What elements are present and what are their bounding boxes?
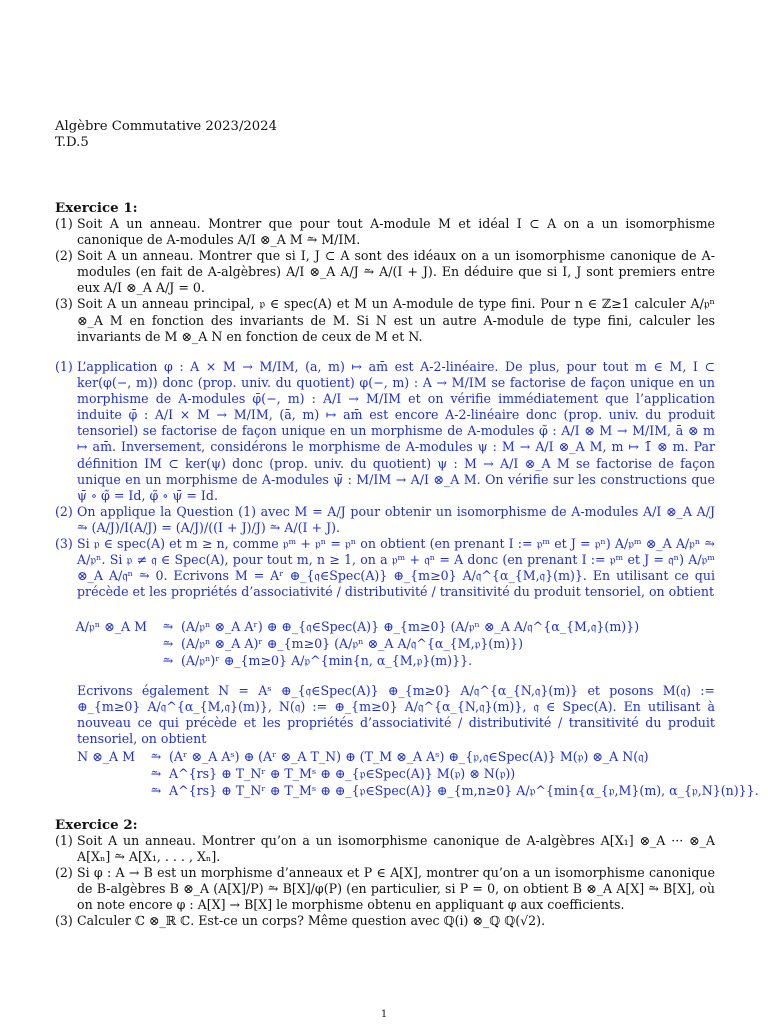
ex1-solution-3 [55, 536, 715, 600]
ex1-solutions [55, 359, 715, 600]
ex2-question-1-text: Soit A un anneau. Montrer qu’on a un isomorphisme canonique de A-algèbres A[X₁] ⊗_A ··· ⊗_A A[Xₙ] ⥲ A[X₁, . . . , Xₙ]. [77, 833, 715, 865]
equation-line-1: (A/𝔭ⁿ ⊗_A Aʳ) ⊕ ⊕_{𝔮∈Spec(A)} ⊕_{m≥0} (A/𝔭ⁿ ⊗_A A/𝔮^{α_{M,𝔮}(m)}) [181, 619, 640, 634]
item-number: (1) [55, 216, 73, 231]
document-page [55, 0, 759, 1024]
equation-line-1: (Aʳ ⊗_A Aˢ) ⊕ (Aʳ ⊗_A T_N) ⊕ (T_M ⊗_A Aˢ) ⊕_{𝔭,𝔮∈Spec(A)} M(𝔭) ⊗_A N(𝔮) [169, 749, 649, 764]
ex1-solution-2 [55, 504, 715, 536]
iso-arrow: ⥲ [150, 783, 162, 798]
item-number: (3) [55, 296, 73, 312]
ex1-solution-3-continued: Ecrivons également N = Aˢ ⊕_{𝔮∈Spec(A)} ⊕_{m≥0} A/𝔮^{α_{N,𝔮}(m)} et posons M(𝔮) := ⊕_{m≥0} A/𝔮^{α_{M,𝔮}(m)}, N(𝔮) := ⊕_{m≥0} A/𝔮^{α_{N,𝔮}(m)}, 𝔮 ∈ Spec(A). En utilisant à nouveau ce qui précède et les propriétés d’associativité / distributivité / transitivité du produit tensoriel, on obtient [77, 683, 715, 747]
equation-line-3: (A/𝔭ⁿ)ʳ ⊕_{m≥0} A/𝔭^{min{n, α_{M,𝔭}(m)}}. [181, 653, 473, 668]
iso-arrow: ⥲ [162, 653, 174, 668]
equation-line-2: (A/𝔭ⁿ ⊗_A A)ʳ ⊕_{m≥0} (A/𝔭ⁿ ⊗_A A/𝔮^{α_{M,𝔭}(m)}) [181, 636, 523, 651]
item-number: (2) [55, 248, 73, 264]
item-number: (1) [55, 359, 73, 374]
equation-lhs: A/𝔭ⁿ ⊗_A M [75, 619, 147, 634]
item-number: (2) [55, 503, 73, 519]
ex2-question-2-text: Si φ : A → B est un morphisme d’anneaux et P ∈ A[X], montrer qu’on a un isomorphisme canonique de B-algèbres B ⊗_A (A[X]/P) ⥲ B[X]/φ(P) (en particulier, si P = 0, on obtient B ⊗_A A[X] ⥲ B[X], où on note encore φ : A[X] → B[X] le morphisme obtenu en appliquant φ aux coefficients. [77, 865, 715, 913]
ex2-question-3 [55, 913, 715, 929]
ex1-solution-1 [55, 359, 715, 504]
equation-lhs: N ⊗_A M [77, 749, 135, 764]
item-number: (2) [55, 865, 73, 881]
ex2-question-2 [55, 865, 715, 913]
ex1-solution-1-text: L’application φ : A × M → M/IM, (a, m) ↦ am̄ est A-2-linéaire. De plus, pour tout m ∈ M, I ⊂ ker(φ(−, m)) donc (prop. univ. du quotient) φ(−, m) : A → M/IM se factorise de façon unique en un morphisme de A-modules φ̄(−, m) : A/I → M/IM et on vérifie immédiatement que l’application induite φ̄ : A/I × M → M/IM, (ā, m) ↦ am̄ est encore A-2-linéaire donc (prop. univ. du produit tensoriel) se factorise de façon unique en un morphisme de A-modules φ̃ : A/I ⊗ M → M/IM, ā ⊗ m ↦ am̄. Inversement, considérons le morphisme de A-modules ψ : M → A/I ⊗_A M, m ↦ 1̄ ⊗ m. Par définition IM ⊂ ker(ψ) donc (prop. univ. du quotient) ψ : M → A/I ⊗_A M se factorise de façon unique en un morphisme de A-modules ψ̄ : M/IM → A/I ⊗_A M. On vérifie sur les constructions que ψ̄ ∘ φ̃ = Id, φ̃ ∘ ψ̄ = Id. [77, 359, 715, 503]
exercise-1-title: Exercice 1: [55, 200, 138, 216]
equation-line-3: A^{rs} ⊕ T_Nʳ ⊕ T_Mˢ ⊕ ⊕_{𝔭∈Spec(A)} ⊕_{m,n≥0} A/𝔭^{min{α_{𝔭,M}(m), α_{𝔭,N}(n)}}. [169, 783, 759, 798]
ex1-solution-3-text: Si 𝔭 ∈ spec(A) et m ≥ n, comme 𝔭ᵐ + 𝔭ⁿ = 𝔭ⁿ on obtient (en prenant I := 𝔭ᵐ et J = 𝔭ⁿ) A/𝔭ᵐ ⊗_A A/𝔭ⁿ ⥲ A/𝔭ⁿ. Si 𝔭 ≠ 𝔮 ∈ Spec(A), pour tout m, n ≥ 1, on a 𝔭ᵐ + 𝔮ⁿ = A donc (en prenant I := 𝔭ᵐ et J = 𝔮ⁿ) A/𝔭ᵐ ⊗_A A/𝔮ⁿ ⥲ 0. Ecrivons M = Aʳ ⊕_{𝔮∈Spec(A)} ⊕_{m≥0} A/𝔮^{α_{M,𝔮}(m)}. En utilisant ce qui précède et les propriétés d’associativité / distributivité / transitivité du produit tensoriel, on obtient [77, 536, 715, 600]
ex1-question-2-text: Soit A un anneau. Montrer que si I, J ⊂ A sont des idéaux on a un isomorphisme canonique de A-modules (en fait de A-algèbres) A/I ⊗_A A/J ⥲ A/(I + J). En déduire que si I, J sont premiers entre eux A/I ⊗_A A/J = 0. [77, 248, 715, 296]
exercise-2 [55, 817, 715, 930]
iso-arrow: ⥲ [162, 619, 174, 634]
page-number: 1 [380, 1009, 388, 1020]
equation-line-2: A^{rs} ⊕ T_Nʳ ⊕ T_Mˢ ⊕ ⊕_{𝔭∈Spec(A)} M(𝔭) ⊗ N(𝔭)) [169, 766, 516, 781]
ex1-question-1 [55, 216, 715, 248]
course-title: Algèbre Commutative 2023/2024 [55, 119, 277, 134]
display-equation-2 [55, 748, 759, 799]
ex1-question-2 [55, 248, 715, 296]
iso-arrow: ⥲ [150, 749, 162, 764]
iso-arrow: ⥲ [162, 636, 174, 651]
ex1-solution-2-text: On applique la Question (1) avec M = A/J pour obtenir un isomorphisme de A-modules A/I ⊗_A A/J ⥲ (A/J)/I(A/J) = (A/J)/((I + J)/J) ⥲ A/(I + J). [77, 503, 715, 535]
exercise-2-title: Exercice 2: [55, 817, 138, 833]
iso-arrow: ⥲ [150, 766, 162, 781]
display-equation-1 [67, 618, 639, 669]
item-number: (1) [55, 833, 73, 848]
item-number: (3) [55, 536, 73, 552]
item-number: (3) [55, 913, 73, 929]
ex2-question-3-text: Calculer ℂ ⊗_ℝ ℂ. Est-ce un corps? Même question avec ℚ(i) ⊗_ℚ ℚ(√2). [77, 913, 546, 929]
header [55, 119, 277, 151]
ex1-question-3 [55, 296, 715, 344]
ex1-question-3-text: Soit A un anneau principal, 𝔭 ∈ spec(A) et M un A-module de type fini. Pour n ∈ ℤ≥1 calculer A/𝔭ⁿ ⊗_A M en fonction des invariants de M. Si N est un autre A-module de type fini, calculer les invariants de M ⊗_A N en fonction de ceux de M et N. [77, 296, 715, 344]
ex2-question-1 [55, 833, 715, 865]
sheet-title: T.D.5 [55, 135, 89, 150]
ex1-question-1-text: Soit A un anneau. Montrer que pour tout A-module M et idéal I ⊂ A on a un isomorphisme canonique de A-modules A/I ⊗_A M ⥲ M/IM. [77, 216, 715, 248]
exercise-1 [55, 200, 715, 345]
